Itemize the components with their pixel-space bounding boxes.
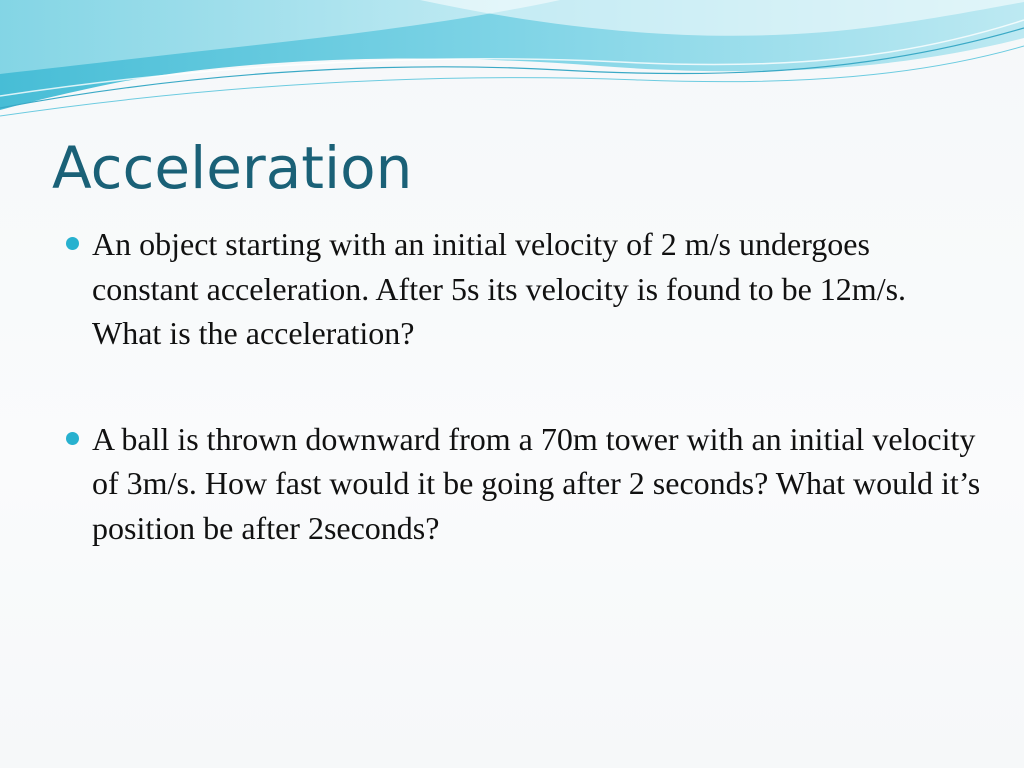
bullet-text: An object starting with an initial velocity of 2 m/s undergoes constant acceleration. After 5s its velocity is found to be 12m/s. What is the acceleration? [92,226,907,351]
bullet-text: A ball is thrown downward from a 70m tower with an initial velocity of 3m/s. How fast would it be going after 2 seconds? What would it’s position be after 2seconds? [92,420,981,546]
bullet-item-acceleration-question [62,222,982,356]
wave-header-decoration [0,0,1024,120]
bullet-list [62,222,982,550]
slide-title: Acceleration [52,134,413,202]
bullet-dot-icon [66,237,79,250]
bullet-item-ball-question [62,417,982,551]
bullet-dot-icon [66,432,79,445]
